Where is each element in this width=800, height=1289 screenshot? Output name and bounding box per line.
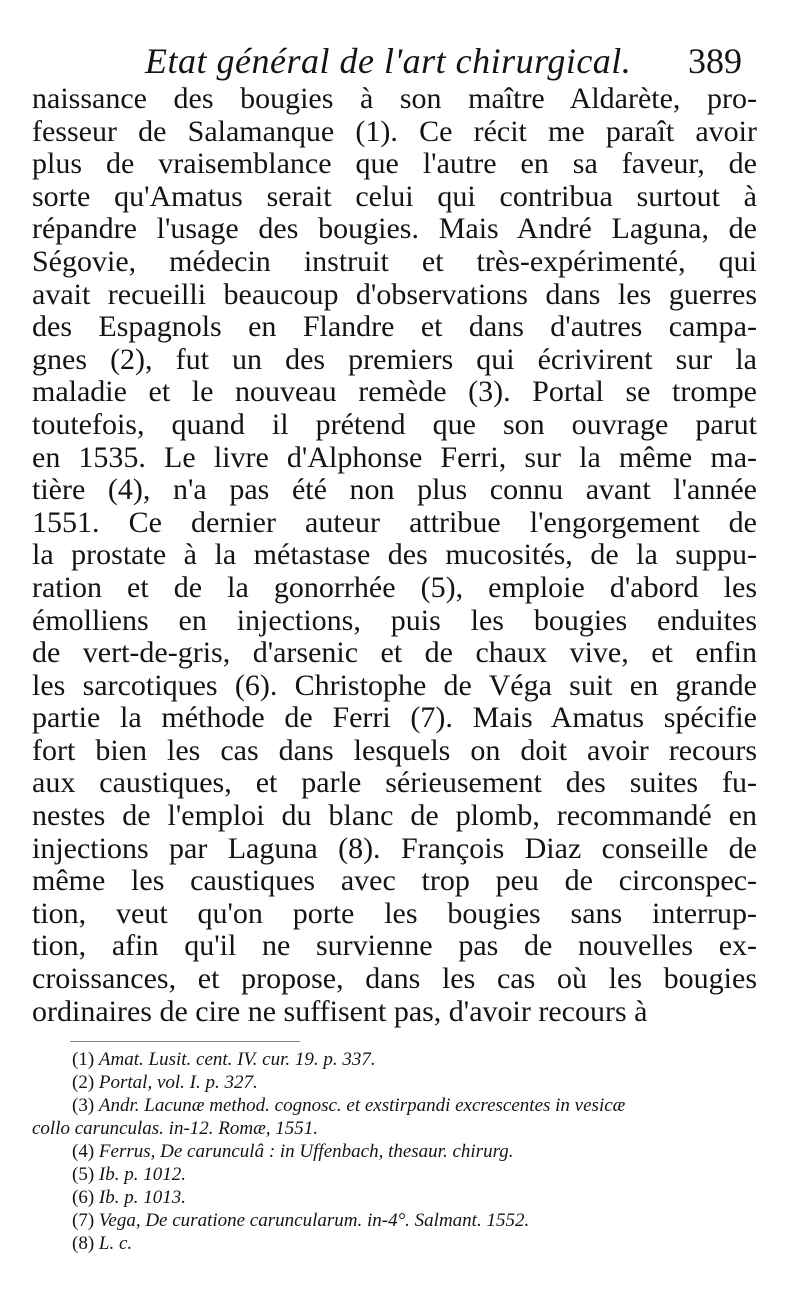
footnote-text: Vega, De curatione caruncularum. in-4°. Salmant. 1552.: [98, 1210, 530, 1231]
footnote: [32, 1140, 757, 1163]
text-line: ordinaires de cire ne suffisent pas, d'avoir recours à: [32, 994, 648, 1028]
text-line: nestes de l'emploi du blanc de plomb, recommandé en: [32, 799, 757, 833]
footnote-mark: (2): [72, 1072, 95, 1093]
text-line: naissance des bougies à son maître Aldarète, pro-: [32, 82, 757, 115]
footnote: [32, 1163, 757, 1186]
footnote: [32, 1071, 757, 1094]
text-line: en 1535. Le livre d'Alphonse Ferri, sur la même ma-: [32, 440, 757, 474]
footnote: [32, 1232, 757, 1255]
text-line: la prostate à la métastase des mucosités, de la suppu-: [32, 538, 757, 572]
footnote-text: Amat. Lusit. cent. IV. cur. 19. p. 337.: [98, 1049, 376, 1070]
footnote-mark: (8): [72, 1233, 95, 1254]
footnote-mark: (6): [72, 1187, 95, 1208]
footnote-text: Ib. p. 1012.: [98, 1164, 186, 1185]
text-line: sorte qu'Amatus serait celui qui contribua surtout à: [32, 179, 757, 213]
text-line: les sarcotiques (6). Christophe de Véga suit en grande: [32, 668, 757, 702]
text-line: émolliens en injections, puis les bougies enduites: [32, 603, 757, 637]
text-line: fesseur de Salamanque (1). Ce récit me paraît avoir: [32, 114, 757, 148]
text-line: même les caustiques avec trop peu de circonspec-: [32, 864, 757, 898]
text-line: Ségovie, médecin instruit et très-expérimenté, qui: [32, 244, 757, 278]
footnote: [32, 1094, 757, 1117]
footnote: [32, 1048, 757, 1071]
footnote-text: Andr. Lacunæ method. cognosc. et exstirpandi excrescentes in vesicæ: [98, 1095, 626, 1116]
body-text: [32, 83, 757, 1028]
footnote-mark: (3): [72, 1095, 95, 1116]
footnote: [32, 1117, 757, 1140]
footnote-text: collo carunculas. in-12. Romæ, 1551.: [32, 1118, 319, 1139]
footnote-text: Portal, vol. I. p. 327.: [98, 1072, 258, 1093]
text-line: injections par Laguna (8). François Diaz conseille de: [32, 831, 757, 865]
text-line: 1551. Ce dernier auteur attribue l'engorgement de: [32, 505, 757, 539]
text-line: croissances, et propose, dans les cas où les bougies: [32, 962, 757, 996]
footnote: [32, 1186, 757, 1209]
text-line: aux caustiques, et parle sérieusement des suites fu-: [32, 766, 757, 800]
text-line: ration et de la gonorrhée (5), emploie d'abord les: [32, 570, 757, 604]
text-line: tion, veut qu'on porte les bougies sans interrup-: [32, 896, 757, 930]
text-line: de vert-de-gris, d'arsenic et de chaux vive, et enfin: [32, 636, 757, 670]
running-title: Etat général de l'art chirurgical.: [145, 41, 632, 81]
footnote-mark: (1): [72, 1049, 95, 1070]
text-line: plus de vraisemblance que l'autre en sa faveur, de: [32, 147, 757, 181]
text-line: maladie et le nouveau remède (3). Portal se trompe: [32, 375, 757, 409]
footnotes: [32, 1048, 757, 1255]
footnote-rule: [70, 1041, 300, 1042]
page-number: 389: [688, 41, 742, 81]
text-line: tière (4), n'a pas été non plus connu avant l'année: [32, 473, 757, 507]
footnote-text: L. c.: [98, 1233, 133, 1254]
text-line: fort bien les cas dans lesquels on doit avoir recours: [32, 733, 757, 767]
text-line: avait recueilli beaucoup d'observations dans les guerres: [32, 277, 757, 311]
footnote-mark: (4): [72, 1141, 95, 1162]
footnote-mark: (5): [72, 1164, 95, 1185]
text-line: partie la méthode de Ferri (7). Mais Amatus spécifie: [32, 701, 757, 735]
text-line: tion, afin qu'il ne survienne pas de nouvelles ex-: [32, 929, 757, 963]
footnote-mark: (7): [72, 1210, 95, 1231]
footnote-text: Ferrus, De carunculâ : in Uffenbach, thesaur. chirurg.: [98, 1141, 514, 1162]
text-line: répandre l'usage des bougies. Mais André Laguna, de: [32, 212, 757, 246]
text-line: des Espagnols en Flandre et dans d'autres campa-: [32, 310, 757, 344]
text-line: toutefois, quand il prétend que son ouvrage parut: [32, 407, 757, 441]
footnote: [32, 1209, 757, 1232]
footnote-text: Ib. p. 1013.: [98, 1187, 186, 1208]
text-line: gnes (2), fut un des premiers qui écrivirent sur la: [32, 342, 757, 376]
